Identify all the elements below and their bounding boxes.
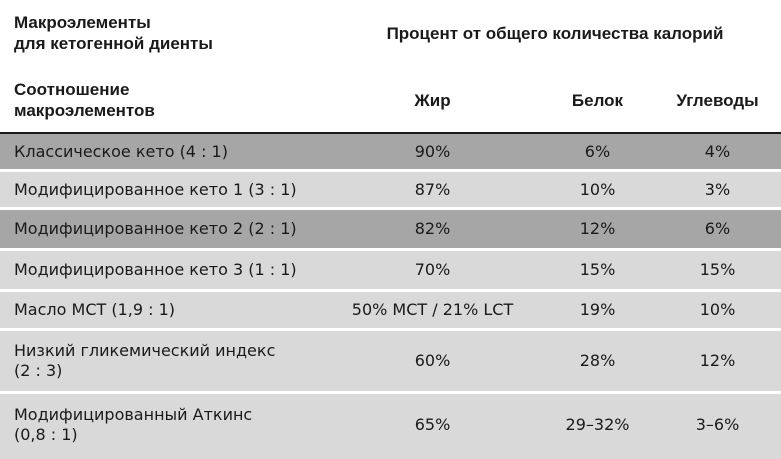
- row-fat: 87%: [414, 179, 451, 199]
- ratio-header-line1: Соотношение: [14, 80, 130, 99]
- table-row: [0, 172, 781, 210]
- table-header-top: [0, 0, 781, 66]
- row-carbs: 3–6%: [695, 415, 740, 434]
- row-name-line1: Низкий гликемический индекс: [14, 341, 276, 360]
- protein-column-header: Белок: [571, 90, 624, 110]
- row-fat: 82%: [414, 219, 451, 238]
- row-name: [14, 331, 334, 391]
- table-title-line2: для кетогенной диенты: [14, 34, 213, 53]
- row-protein: 15%: [579, 260, 616, 279]
- row-name-line2: (2 : 3): [14, 361, 63, 380]
- row-carbs: 10%: [699, 300, 736, 319]
- row-name: Модифицированное кето 3 (1 : 1): [14, 260, 297, 279]
- row-carbs: 4%: [704, 141, 731, 161]
- row-protein: 28%: [579, 351, 616, 370]
- row-protein: 10%: [579, 179, 616, 199]
- row-name: [14, 394, 334, 456]
- row-carbs: 12%: [699, 351, 736, 370]
- table-row: [0, 331, 781, 394]
- table-title: [14, 8, 334, 58]
- ratio-column-header: [14, 74, 334, 126]
- row-protein: 6%: [584, 141, 611, 161]
- row-name: Модифицированное кето 2 (2 : 1): [14, 219, 297, 238]
- table-row: [0, 251, 781, 292]
- table-row: [0, 292, 781, 331]
- row-protein: 19%: [579, 300, 616, 319]
- row-fat: 50% MCT / 21% LCT: [351, 300, 514, 319]
- carbs-column-header: Углеводы: [676, 90, 759, 110]
- row-carbs: 6%: [704, 219, 731, 238]
- row-name: Классическое кето (4 : 1): [14, 141, 228, 161]
- table-title-line1: Макроэлементы: [14, 13, 151, 32]
- row-name: Модифицированное кето 1 (3 : 1): [14, 179, 297, 199]
- row-fat: 60%: [414, 351, 451, 370]
- row-name-line2: (0,8 : 1): [14, 425, 78, 444]
- row-name-line1: Модифицированный Аткинс: [14, 405, 253, 424]
- row-fat: 90%: [414, 141, 451, 161]
- percent-calories-title: Процент от общего количества калорий: [386, 23, 724, 43]
- table-row: [0, 210, 781, 251]
- table-row: [0, 134, 781, 172]
- table-row: [0, 394, 781, 459]
- row-fat: 70%: [414, 260, 451, 279]
- row-carbs: 3%: [704, 179, 731, 199]
- row-protein: 29–32%: [565, 415, 630, 434]
- row-protein: 12%: [579, 219, 616, 238]
- row-name: Масло МСТ (1,9 : 1): [14, 300, 176, 319]
- table-header-columns: [0, 66, 781, 134]
- ratio-header-line2: макроэлементов: [14, 101, 155, 120]
- row-fat: 65%: [414, 415, 451, 434]
- row-carbs: 15%: [699, 260, 736, 279]
- fat-column-header: Жир: [414, 90, 451, 110]
